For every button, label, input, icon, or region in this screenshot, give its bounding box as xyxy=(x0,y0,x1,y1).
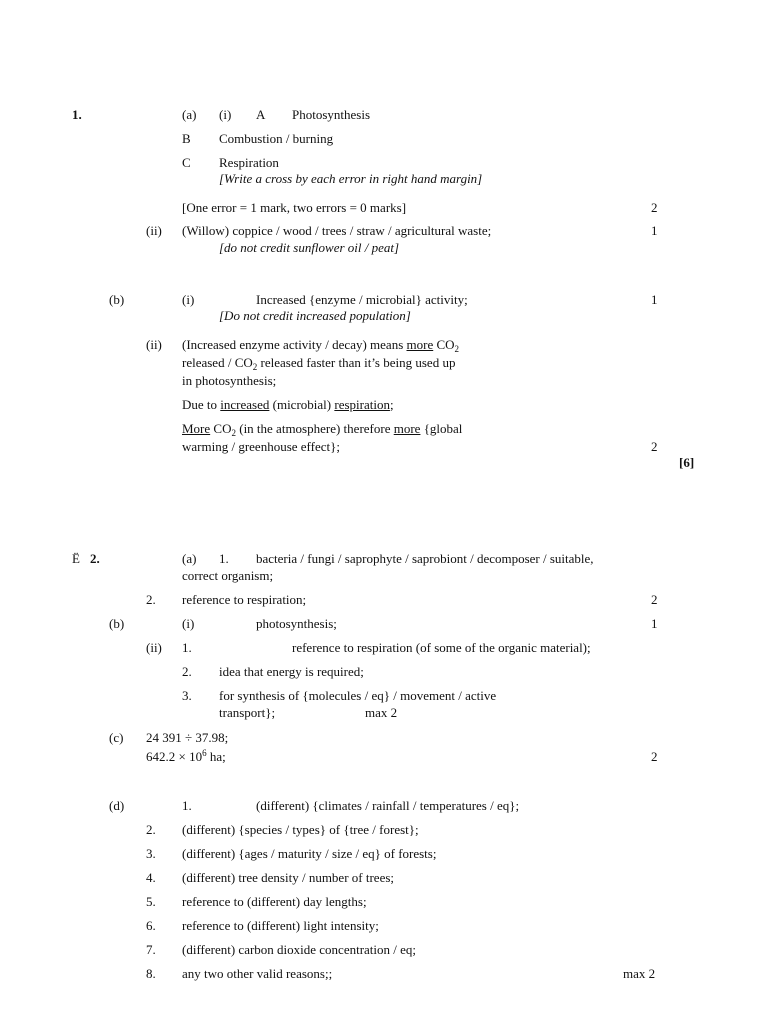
q2-d-item-3-number: 3. xyxy=(146,846,156,861)
q2-d-item-1-text: (different) {climates / rainfall / temperatures / eq}; xyxy=(256,798,520,813)
q1-note-cross: [Write a cross by each error in right hand margin] xyxy=(219,171,483,186)
q2-b-ii-label: (ii) xyxy=(146,640,162,655)
q1-label-B: B xyxy=(182,131,191,146)
q1-a-ii-note: [do not credit sunflower oil / peat] xyxy=(219,240,400,255)
q1-answer-B: Combustion / burning xyxy=(219,131,334,146)
question-1-number: 1. xyxy=(72,107,82,122)
q2-d-item-2-text: (different) {species / types} of {tree / forest}; xyxy=(182,822,419,837)
q1-answer-A: Photosynthesis xyxy=(292,107,371,122)
q2-b-ii-2-label: 2. xyxy=(182,664,192,679)
q2-b-ii-3-answer-cont: transport}; xyxy=(219,705,276,720)
q2-d-item-4-number: 4. xyxy=(146,870,156,885)
q1-b-i-label: (i) xyxy=(182,292,195,307)
q2-d-item-5-number: 5. xyxy=(146,894,156,909)
q1-b-i-answer: Increased {enzyme / microbial} activity; xyxy=(256,292,468,307)
q1-a-ii-mark: 1 xyxy=(651,223,658,238)
q1-b-i-mark: 1 xyxy=(651,292,658,307)
q2-b-ii-2-answer: idea that energy is required; xyxy=(219,664,364,679)
q2-part-a-label: (a) xyxy=(182,551,197,566)
q2-d-max: max 2 xyxy=(623,966,656,981)
q2-d-item-7-text: (different) carbon dioxide concentration / eq; xyxy=(182,942,417,957)
q1-error-rule: [One error = 1 mark, two errors = 0 marks] xyxy=(182,200,407,215)
q2-d-item-8-number: 8. xyxy=(146,966,156,981)
q1-a-i-label: (i) xyxy=(219,107,232,122)
q2-d-item-6-text: reference to (different) light intensity; xyxy=(182,918,379,933)
q2-b-ii-3-label: 3. xyxy=(182,688,192,703)
q2-a-1-label: 1. xyxy=(219,551,229,566)
q2-b-i-answer: photosynthesis; xyxy=(256,616,337,631)
q2-c-working: 24 391 ÷ 37.98; xyxy=(146,730,229,745)
q1-b-i-note: [Do not credit increased population] xyxy=(219,308,411,323)
q2-a-mark: 2 xyxy=(651,592,658,607)
q1-b-ii-line-4: Due to increased (microbial) respiration; xyxy=(182,397,394,412)
q1-part-a-label: (a) xyxy=(182,107,197,122)
q2-a-2-label: 2. xyxy=(146,592,156,607)
q2-part-b-label: (b) xyxy=(109,616,125,631)
q2-a-1-answer-cont: correct organism; xyxy=(182,568,274,583)
q1-part-b-label: (b) xyxy=(109,292,125,307)
q1-a-ii-answer: (Willow) coppice / wood / trees / straw / agricultural waste; xyxy=(182,223,492,238)
q1-label-A: A xyxy=(256,107,266,122)
q1-total-mark: [6] xyxy=(679,455,695,470)
q2-b-ii-max: max 2 xyxy=(365,705,398,720)
q2-d-item-6-number: 6. xyxy=(146,918,156,933)
q2-a-2-answer: reference to respiration; xyxy=(182,592,307,607)
q1-b-ii-line-5: More $CO_2$ (in the atmosphere) therefore more {global xyxy=(182,421,463,438)
q1-label-C: C xyxy=(182,155,191,170)
q2-b-i-mark: 1 xyxy=(651,616,658,631)
question-2-number: 2. xyxy=(90,551,100,566)
q2-b-ii-1-answer: reference to respiration (of some of the organic material); xyxy=(292,640,591,655)
q2-part-c-label: (c) xyxy=(109,730,124,745)
q1-b-ii-mark: 2 xyxy=(651,439,658,454)
q2-b-ii-3-answer: for synthesis of {molecules / eq} / movement / active xyxy=(219,688,497,703)
q2-d-item-2-number: 2. xyxy=(146,822,156,837)
q2-c-answer: $642.2 \times 10^6$ ha; xyxy=(146,748,226,764)
q1-b-ii-line-2: released / $CO_2$ released faster than it’s being used up xyxy=(182,355,456,372)
q2-d-item-8-text: any two other valid reasons;; xyxy=(182,966,333,981)
q1-a-i-mark: 2 xyxy=(651,200,658,215)
q2-b-i-label: (i) xyxy=(182,616,195,631)
q2-a-1-answer: bacteria / fungi / saprophyte / saprobiont / decomposer / suitable, xyxy=(256,551,594,566)
q2-d-item-7-number: 7. xyxy=(146,942,156,957)
q2-c-mark: 2 xyxy=(651,749,658,764)
q1-b-ii-line-6: warming / greenhouse effect}; xyxy=(182,439,340,454)
q2-b-ii-1-label: 1. xyxy=(182,640,192,655)
q1-answer-C: Respiration xyxy=(219,155,279,170)
q2-margin-symbol: Ë xyxy=(72,551,80,566)
q2-d-item-3-text: (different) {ages / maturity / size / eq} of forests; xyxy=(182,846,437,861)
q1-b-ii-line-3: in photosynthesis; xyxy=(182,373,277,388)
q1-b-ii-label: (ii) xyxy=(146,337,162,352)
q2-d-item-5-text: reference to (different) day lengths; xyxy=(182,894,367,909)
q2-part-d-label: (d) xyxy=(109,798,125,813)
q2-d-item-1-number: 1. xyxy=(182,798,192,813)
q1-b-ii-line-1: (Increased enzyme activity / decay) means more $CO_2$ xyxy=(182,337,460,354)
q2-d-item-4-text: (different) tree density / number of trees; xyxy=(182,870,395,885)
q1-a-ii-label: (ii) xyxy=(146,223,162,238)
